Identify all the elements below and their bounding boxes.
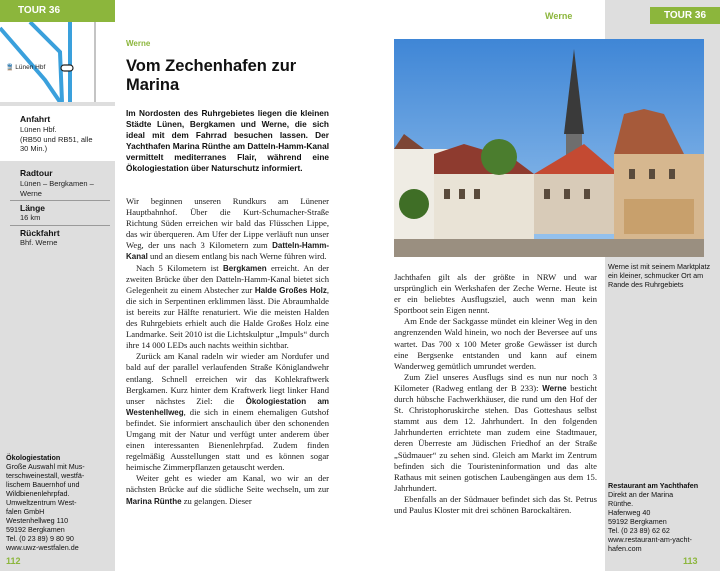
page-number-right: 113 (683, 556, 698, 566)
info-divider (10, 225, 110, 226)
contact-title: Ökologiestation (6, 453, 61, 462)
contact-line: Wildbienenlehrpfad. (6, 489, 70, 498)
info-label-rueckfahrt: Rückfahrt (20, 228, 60, 238)
contact-line: Umweltzentrum West- (6, 498, 77, 507)
restaurant-url: www.restaurant-am-yacht- (608, 535, 692, 544)
contact-line: Westenhellweg 110 (6, 516, 69, 525)
info-text-rueckfahrt: Bhf. Werne (20, 238, 58, 247)
restaurant-line: Tel. (0 23 89) 62 62 (608, 526, 670, 535)
tour-tab-left: TOUR 36 (0, 0, 115, 22)
restaurant-line: Direkt an der Marina (608, 490, 674, 499)
contact-line: Tel. (0 23 89) 9 80 90 (6, 534, 74, 543)
sidebar-contact (6, 453, 112, 552)
info-text-anfahrt: Lünen Hbf. (RB50 und RB51, alle 30 Min.) (20, 125, 93, 153)
article-title: Vom Zechenhafen zur Marina (126, 57, 297, 94)
info-text-radtour: Lünen – Bergkamen – Werne (20, 179, 94, 198)
article-body-left: Wir beginnen unseren Rundkurs am Lünener Hauptbahnhof. Über die Kurt-Schumacher-Straße Richtung Süden erreichen wir bald das Flüsschen Lippe, das wir überqueren. Am Ufer der Lippe verläuft nun unser Weg, der uns nach 3 Kilometern zum Datteln-Hamm-Kanal und an diesem entlang bis nach Werne führen wird. Nach 5 Kilometern ist Bergkamen erreicht. An der zweiten Brücke über den Datteln-Hamm-Kanal bietet sich Gelegenheit zu einem Abstecher zur Halde Großes Holz, die sich in Serpentinen erklimmen lässt. Die Abraumhalde ist bereits zur Hälfte renaturiert. Wie die meisten Halden des Ruhrgebiets erhielt auch die Halde Großes Holz eine Landmarke. Seit 2010 ist die Lichtskulptur „Impuls“ durch ihre 14 000 LEDs auch nachts weithin sichtbar. Zurück am Kanal radeln wir wieder am Nordufer und bald auf der parallel verlaufenden Straße Königlandwehr entlang. Schnell erreichen wir das Kohlekraftwerk Bergkamen. Kurz hinter dem Kraftwerk liegt linker Hand unser nächstes Ziel: die Ökologiestation am Westenhellweg, die sich in einem ehemaligen Gutshof befindet. Sie informiert anschaulich über den schonenden Umgang mit der Natur und verfügt unter anderem über einen interessanten Bienenlehrpfad. Zudem finden regelmäßig Ausstellungen statt und es können sogar heimische Zimmerpflanzen getauscht werden. Weiter geht es wieder am Kanal, wo wir an der nächsten Brücke auf die südliche Seite wechseln, um zur Marina Rünthe zu gelangen. Dieser (126, 196, 330, 506)
article-lead: Im Nordosten des Ruhrgebietes liegen die kleinen Städte Lünen, Bergkamen und Werne, die sich ideal mit dem Fahrrad besuchen lassen. Der Yachthafen Marina Rünthe am Datteln-Hamm-Kanal vermittelt mediterranes Flair, während eine Ökologiestation über Naturschutz informiert. (126, 108, 329, 173)
photo-caption: Werne ist mit seinem Marktplatz ein kleiner, schmucker Ort am Rande des Ruhrgebiets (608, 262, 711, 289)
town-square-photo (394, 39, 704, 257)
restaurant-url: hafen.com (608, 544, 642, 553)
article-body-right: Jachthafen gilt als der größte in NRW und war ursprünglich ein Werkshafen der Zeche Werne. Heute ist er ein beliebtes Ausflugsziel, auch wenn man kein Sportboot sein Eigen nennt. Am Ende der Sackgasse mündet ein kleiner Weg in den angrenzenden Wald hinein, wo noch der Beversee auf uns wartet. Das 700 x 100 Meter große Gewässer ist durch eine Bergsenke entstanden und kann auf einem Wanderweg gemütlich umrundet werden. Zum Ziel unseres Ausflugs sind es nun nur noch 3 Kilometer (Radweg entlang der B 233): Werne besticht durch hübsche Fachwerkhäuser, die rund um den Hof der St. Christophoruskirche stehen. Das Gotteshaus selbst stammt aus dem 12. Jahrhundert. In den folgenden Jahrhunderten errichtete man zudem eine Stadtmauer, deren Überreste am Jüdischen Friedhof an der Straße „Südmauer“ zu sehen sind. Gleich am Markt im Zentrum befinden sich die Touristeninformation und das alte Rathaus mit seinen gotischen Laubengängen aus dem 15. Jahrhundert. Ebenfalls an der Südmauer befindet sich das St. Petrus und Paulus Kloster mit drei schönen Barockaltären. (394, 272, 597, 515)
restaurant-line: Hafenweg 40 (608, 508, 651, 517)
contact-line: falen GmbH (6, 507, 45, 516)
info-label-radtour: Radtour (20, 168, 53, 178)
contact-line: Große Auswahl mit Mus- (6, 462, 85, 471)
restaurant-line: 59192 Bergkamen (608, 517, 667, 526)
info-label-laenge: Länge (20, 203, 46, 213)
info-text-laenge: 16 km (20, 213, 41, 222)
section-label-left: Werne (126, 39, 151, 48)
map-station-label: 🚆 Lünen Hbf (6, 64, 46, 71)
info-label-anfahrt: Anfahrt (20, 114, 51, 124)
route-map-graphic (0, 22, 115, 102)
section-label-right: Werne (545, 11, 573, 21)
contact-line: 59192 Bergkamen (6, 525, 65, 534)
page-number-left: 112 (6, 556, 21, 566)
photo-illustration (394, 39, 704, 257)
restaurant-box (608, 481, 716, 553)
tour-tab-right: TOUR 36 (650, 7, 720, 24)
info-divider (10, 200, 110, 201)
contact-line: lischem Bauernhof und (6, 480, 80, 489)
contact-url: www.uwz-westfalen.de (6, 543, 79, 552)
info-box-anfahrt (0, 106, 115, 161)
route-map (0, 22, 115, 102)
restaurant-line: Rünthe. (608, 499, 634, 508)
restaurant-title: Restaurant am Yachthafen (608, 481, 699, 490)
contact-line: terschweinestall, westfä- (6, 471, 85, 480)
